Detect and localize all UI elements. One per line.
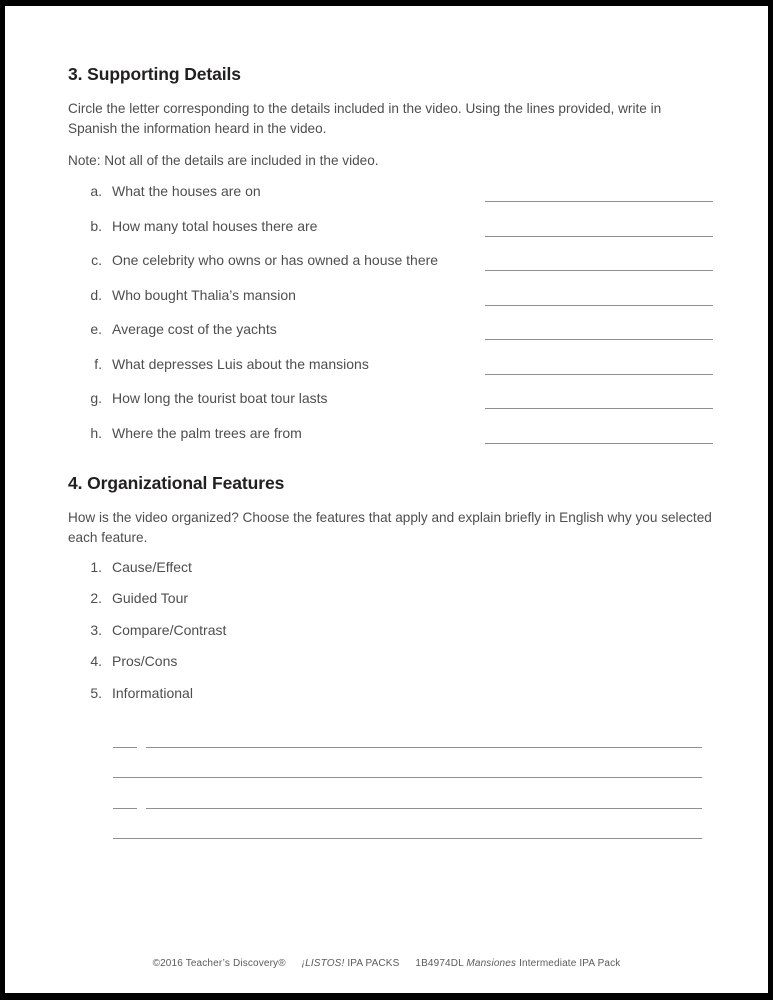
answer-line-f[interactable] [485, 357, 713, 375]
circle-letter-g[interactable]: g. [90, 390, 102, 406]
option-text: Pros/Cons [112, 653, 178, 669]
explanation-line-1b[interactable] [113, 777, 702, 778]
option-number-1[interactable]: 1. [90, 558, 102, 575]
detail-item-c [88, 253, 713, 271]
option-item-5 [88, 686, 713, 701]
answer-line-c[interactable] [485, 253, 713, 271]
detail-text: How many total houses there are [112, 217, 318, 234]
option-number-4[interactable]: 4. [90, 653, 102, 669]
option-text: Compare/Contrast [112, 621, 227, 638]
option-text: Informational [112, 684, 193, 701]
option-item-4 [88, 654, 713, 669]
answer-line-g[interactable] [485, 391, 713, 409]
explanation-row-2 [113, 778, 702, 809]
option-item-1 [88, 560, 713, 575]
detail-text: One celebrity who owns or has owned a house there [112, 252, 439, 268]
explanation-line-2b[interactable] [113, 838, 702, 839]
answer-line-d[interactable] [485, 288, 713, 306]
feature-number-blank-1[interactable] [113, 747, 137, 748]
explanation-line-2[interactable] [146, 808, 702, 809]
page-footer [5, 958, 768, 969]
circle-letter-a[interactable]: a. [90, 183, 102, 199]
detail-item-b [88, 219, 713, 237]
option-text: Guided Tour [112, 590, 189, 606]
option-text: Cause/Effect [112, 558, 192, 575]
circle-letter-b[interactable]: b. [90, 217, 102, 234]
organizational-features-list [68, 560, 713, 701]
option-number-2[interactable]: 2. [90, 590, 102, 606]
explanation-line-1[interactable] [146, 747, 702, 748]
section3-note: Note: Not all of the details are included in the video. [68, 153, 379, 168]
detail-text: How long the tourist boat tour lasts [112, 390, 328, 406]
option-number-3[interactable]: 3. [90, 621, 102, 638]
worksheet-content [68, 6, 713, 839]
detail-text: What depresses Luis about the mansions [112, 355, 369, 372]
detail-item-h [88, 426, 713, 444]
section3-heading: 3. Supporting Details [68, 64, 241, 84]
explanation-row-1 [113, 717, 702, 748]
detail-item-d [88, 288, 713, 306]
circle-letter-c[interactable]: c. [91, 252, 102, 268]
feature-number-blank-2[interactable] [113, 808, 137, 809]
circle-letter-e[interactable]: e. [90, 321, 102, 337]
option-item-3 [88, 623, 713, 638]
footer-brand: ¡LISTOS! [301, 958, 345, 969]
circle-letter-f[interactable]: f. [94, 355, 102, 372]
option-number-5[interactable]: 5. [90, 684, 102, 701]
detail-text: Where the palm trees are from [112, 424, 302, 441]
section4-heading: 4. Organizational Features [68, 472, 285, 493]
circle-letter-d[interactable]: d. [90, 286, 102, 303]
footer-product: Mansiones [466, 958, 517, 969]
explanation-row-2-continued [113, 809, 702, 840]
section4-instructions: How is the video organized? Choose the features that apply and explain briefly in English why you selected each feature. [68, 509, 712, 545]
detail-item-a [88, 184, 713, 202]
detail-text: Average cost of the yachts [112, 321, 277, 337]
detail-item-e [88, 322, 713, 340]
explanation-row-1-continued [113, 748, 702, 779]
footer-brand-rest: IPA PACKS [347, 958, 400, 969]
section3-instructions: Circle the letter corresponding to the details included in the video. Using the lines provided, write in Spanish the information heard in the video. [68, 101, 662, 136]
supporting-details-list [68, 184, 713, 444]
detail-item-f [88, 357, 713, 375]
detail-item-g [88, 391, 713, 409]
footer-product-rest: Intermediate IPA Pack [519, 958, 621, 969]
detail-text: What the houses are on [112, 183, 261, 199]
footer-copyright: ©2016 Teacher’s Discovery® [152, 958, 286, 969]
explanation-answer-block [113, 717, 702, 839]
footer-sku: 1B4974DL [415, 958, 464, 969]
detail-text: Who bought Thalia’s mansion [112, 286, 296, 303]
answer-line-b[interactable] [485, 219, 713, 237]
option-item-2 [88, 591, 713, 606]
answer-line-e[interactable] [485, 322, 713, 340]
answer-line-h[interactable] [485, 426, 713, 444]
circle-letter-h[interactable]: h. [90, 424, 102, 441]
answer-line-a[interactable] [485, 184, 713, 202]
